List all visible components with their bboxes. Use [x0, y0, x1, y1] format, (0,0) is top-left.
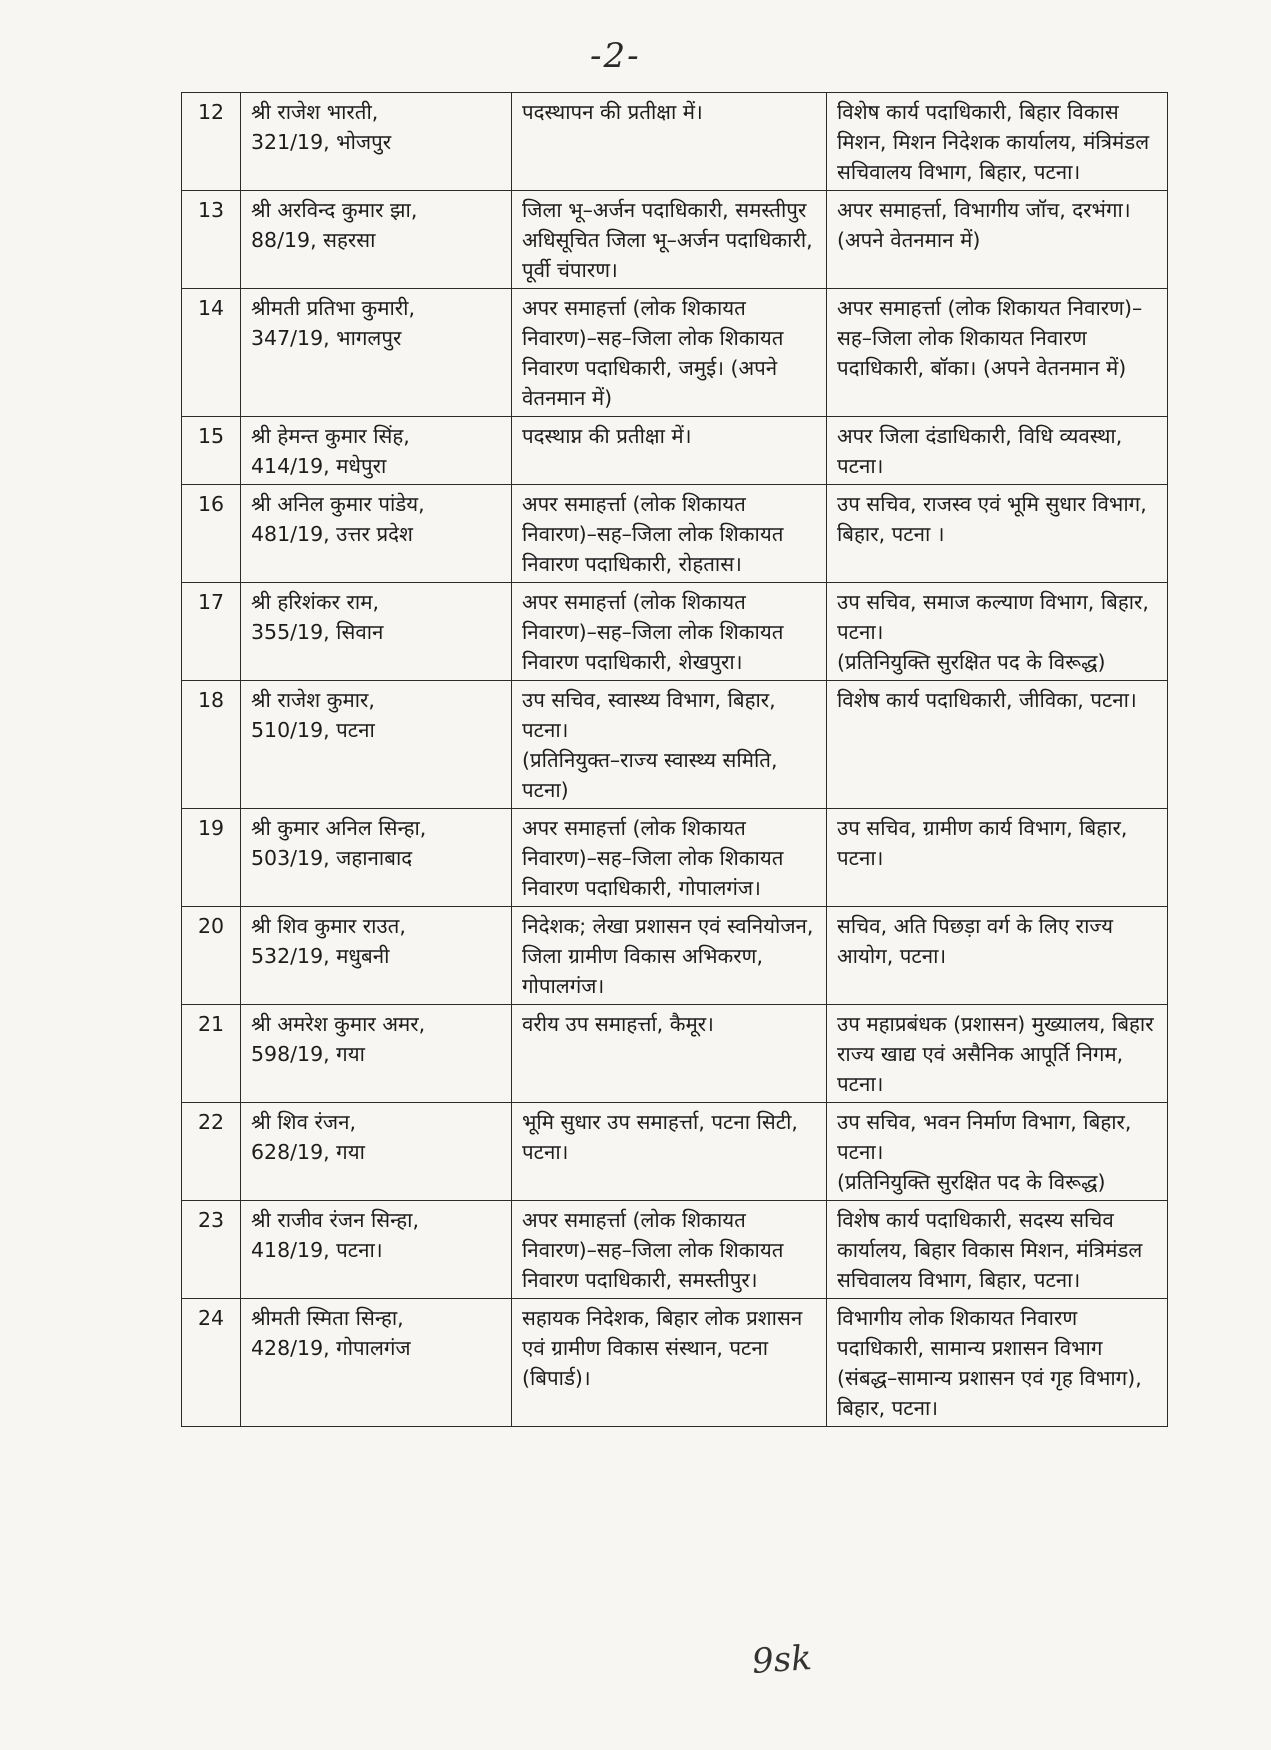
handwritten-initials: 9sk [750, 1637, 814, 1683]
new-posting: अपर जिला दंडाधिकारी, विधि व्यवस्था, पटना। [827, 417, 1168, 485]
serial-number: 16 [182, 485, 241, 583]
table-row [182, 1299, 1168, 1427]
table-row [182, 1201, 1168, 1299]
officer-name: श्री राजीव रंजन सिन्हा, [251, 1208, 419, 1232]
table-row [182, 289, 1168, 417]
officer-name: श्री कुमार अनिल सिन्हा, [251, 816, 427, 840]
new-posting: विभागीय लोक शिकायत निवारण पदाधिकारी, सामान्य प्रशासन विभाग (संबद्ध–सामान्य प्रशासन एवं गृह विभाग), बिहार, पटना। [827, 1299, 1168, 1427]
officer-cell [241, 907, 512, 1005]
new-posting: विशेष कार्य पदाधिकारी, जीविका, पटना। [827, 681, 1168, 809]
officer-batch-district: 532/19, मधुबनी [251, 944, 390, 968]
officer-name: श्री हरिशंकर राम, [251, 590, 379, 614]
current-posting: अपर समाहर्त्ता (लोक शिकायत निवारण)–सह–जिला लोक शिकायत निवारण पदाधिकारी, गोपालगंज। [512, 809, 827, 907]
officer-batch-district: 347/19, भागलपुर [251, 326, 402, 350]
table-row [182, 93, 1168, 191]
officer-name: श्री शिव कुमार राउत, [251, 914, 406, 938]
current-posting: अपर समाहर्त्ता (लोक शिकायत निवारण)–सह–जिला लोक शिकायत निवारण पदाधिकारी, जमुई। (अपने वेतनमान में) [512, 289, 827, 417]
new-posting: अपर समाहर्त्ता (लोक शिकायत निवारण)–सह–जिला लोक शिकायत निवारण पदाधिकारी, बॉका। (अपने वेतनमान में) [827, 289, 1168, 417]
table-row [182, 191, 1168, 289]
officer-batch-district: 598/19, गया [251, 1042, 365, 1066]
officer-batch-district: 628/19, गया [251, 1140, 365, 1164]
officer-cell [241, 1103, 512, 1201]
table-row [182, 907, 1168, 1005]
page-number: -2- [590, 36, 641, 76]
officer-cell [241, 417, 512, 485]
table-row [182, 681, 1168, 809]
officer-batch-district: 88/19, सहरसा [251, 228, 376, 252]
transfer-table [181, 92, 1168, 1427]
current-posting: उप सचिव, स्वास्थ्य विभाग, बिहार, पटना। (प्रतिनियुक्त–राज्य स्वास्थ्य समिति, पटना) [512, 681, 827, 809]
serial-number: 22 [182, 1103, 241, 1201]
transfer-table-body [182, 93, 1168, 1427]
officer-batch-district: 481/19, उत्तर प्रदेश [251, 522, 413, 546]
serial-number: 17 [182, 583, 241, 681]
current-posting: सहायक निदेशक, बिहार लोक प्रशासन एवं ग्रामीण विकास संस्थान, पटना (बिपार्ड)। [512, 1299, 827, 1427]
new-posting: सचिव, अति पिछड़ा वर्ग के लिए राज्य आयोग, पटना। [827, 907, 1168, 1005]
new-posting: विशेष कार्य पदाधिकारी, सदस्य सचिव कार्यालय, बिहार विकास मिशन, मंत्रिमंडल सचिवालय विभाग, बिहार, पटना। [827, 1201, 1168, 1299]
new-posting: उप सचिव, ग्रामीण कार्य विभाग, बिहार, पटना। [827, 809, 1168, 907]
officer-name: श्री शिव रंजन, [251, 1110, 356, 1134]
officer-cell [241, 191, 512, 289]
officer-cell [241, 583, 512, 681]
current-posting: पदस्थापन की प्रतीक्षा में। [512, 93, 827, 191]
officer-batch-district: 414/19, मधेपुरा [251, 454, 387, 478]
current-posting: अपर समाहर्त्ता (लोक शिकायत निवारण)–सह–जिला लोक शिकायत निवारण पदाधिकारी, समस्तीपुर। [512, 1201, 827, 1299]
new-posting: उप सचिव, राजस्व एवं भूमि सुधार विभाग, बिहार, पटना । [827, 485, 1168, 583]
officer-cell [241, 681, 512, 809]
officer-name: श्री राजेश भारती, [251, 100, 379, 124]
current-posting: भूमि सुधार उप समाहर्त्ता, पटना सिटी, पटना। [512, 1103, 827, 1201]
officer-batch-district: 428/19, गोपालगंज [251, 1336, 411, 1360]
officer-batch-district: 355/19, सिवान [251, 620, 384, 644]
table-row [182, 809, 1168, 907]
table-row [182, 417, 1168, 485]
serial-number: 19 [182, 809, 241, 907]
officer-cell [241, 1201, 512, 1299]
table-row [182, 583, 1168, 681]
officer-cell [241, 1005, 512, 1103]
officer-name: श्री हेमन्त कुमार सिंह, [251, 424, 410, 448]
officer-batch-district: 510/19, पटना [251, 718, 375, 742]
officer-cell [241, 289, 512, 417]
officer-cell [241, 485, 512, 583]
table-row [182, 1005, 1168, 1103]
officer-cell [241, 1299, 512, 1427]
officer-name: श्रीमती प्रतिभा कुमारी, [251, 296, 416, 320]
serial-number: 21 [182, 1005, 241, 1103]
officer-name: श्री अमरेश कुमार अमर, [251, 1012, 426, 1036]
table-row [182, 485, 1168, 583]
officer-batch-district: 503/19, जहानाबाद [251, 846, 413, 870]
current-posting: निदेशक; लेखा प्रशासन एवं स्वनियोजन, जिला ग्रामीण विकास अभिकरण, गोपालगंज। [512, 907, 827, 1005]
new-posting: अपर समाहर्त्ता, विभागीय जॉच, दरभंगा। (अपने वेतनमान में) [827, 191, 1168, 289]
new-posting: उप सचिव, समाज कल्याण विभाग, बिहार, पटना। (प्रतिनियुक्ति सुरक्षित पद के विरूद्ध) [827, 583, 1168, 681]
table-row [182, 1103, 1168, 1201]
new-posting: उप सचिव, भवन निर्माण विभाग, बिहार, पटना। (प्रतिनियुक्ति सुरक्षित पद के विरूद्ध) [827, 1103, 1168, 1201]
officer-batch-district: 321/19, भोजपुर [251, 130, 392, 154]
serial-number: 20 [182, 907, 241, 1005]
current-posting: अपर समाहर्त्ता (लोक शिकायत निवारण)–सह–जिला लोक शिकायत निवारण पदाधिकारी, रोहतास। [512, 485, 827, 583]
new-posting: विशेष कार्य पदाधिकारी, बिहार विकास मिशन, मिशन निदेशक कार्यालय, मंत्रिमंडल सचिवालय विभाग, बिहार, पटना। [827, 93, 1168, 191]
serial-number: 15 [182, 417, 241, 485]
officer-name: श्रीमती स्मिता सिन्हा, [251, 1306, 404, 1330]
current-posting: पदस्थाप्न की प्रतीक्षा में। [512, 417, 827, 485]
officer-name: श्री अनिल कुमार पांडेय, [251, 492, 425, 516]
current-posting: अपर समाहर्त्ता (लोक शिकायत निवारण)–सह–जिला लोक शिकायत निवारण पदाधिकारी, शेखपुरा। [512, 583, 827, 681]
serial-number: 14 [182, 289, 241, 417]
serial-number: 12 [182, 93, 241, 191]
current-posting: वरीय उप समाहर्त्ता, कैमूर। [512, 1005, 827, 1103]
officer-batch-district: 418/19, पटना। [251, 1238, 383, 1262]
new-posting: उप महाप्रबंधक (प्रशासन) मुख्यालय, बिहार राज्य खाद्य एवं असैनिक आपूर्ति निगम, पटना। [827, 1005, 1168, 1103]
serial-number: 13 [182, 191, 241, 289]
serial-number: 18 [182, 681, 241, 809]
officer-cell [241, 809, 512, 907]
officer-cell [241, 93, 512, 191]
officer-name: श्री अरविन्द कुमार झा, [251, 198, 418, 222]
officer-name: श्री राजेश कुमार, [251, 688, 375, 712]
current-posting: जिला भू–अर्जन पदाधिकारी, समस्तीपुर अधिसूचित जिला भू–अर्जन पदाधिकारी, पूर्वी चंपारण। [512, 191, 827, 289]
serial-number: 24 [182, 1299, 241, 1427]
serial-number: 23 [182, 1201, 241, 1299]
